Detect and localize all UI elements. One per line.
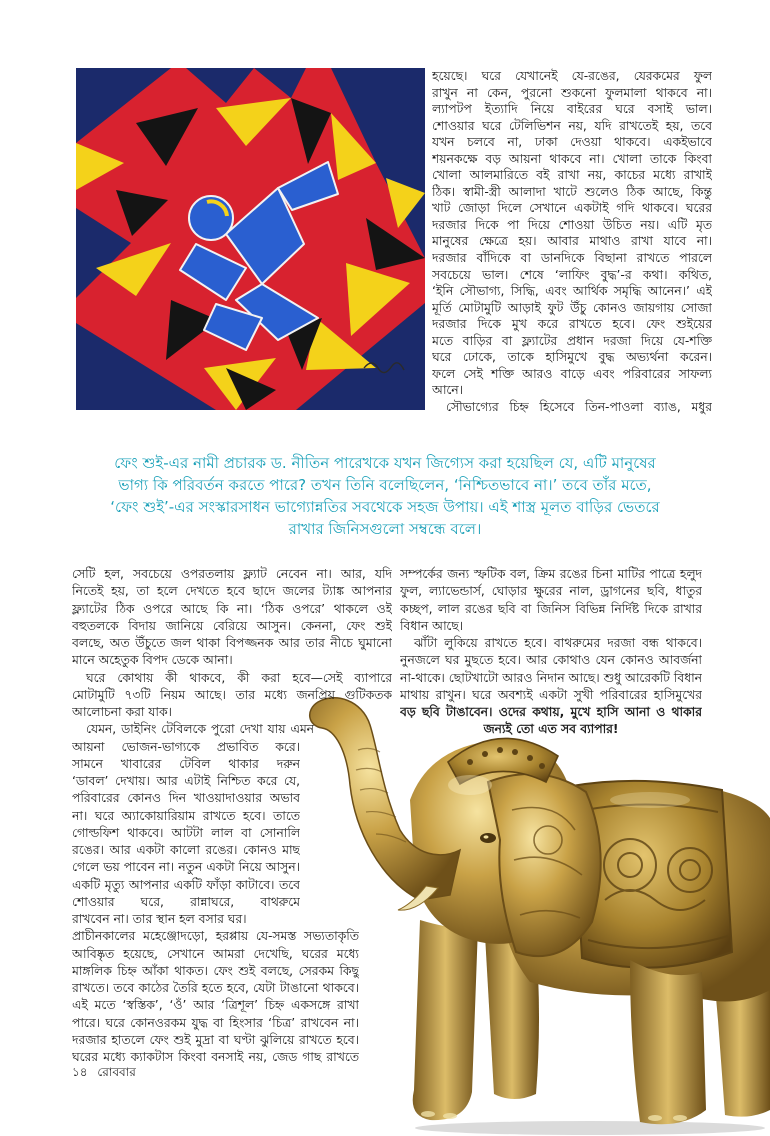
pull-quote [80, 452, 690, 540]
text-line: গোল্ডফিশ থাকবে। আটটা লাল বা সোনালি [72, 825, 300, 840]
text-line: না-থাকে। ছোটখাটো আরও নিদান আছে। শুধু আরেকটি বিধান [400, 670, 702, 685]
text-line: নুনজলে ঘর মুছতে হবে। আর কোথাও যেন কোনও আবর্জনা [400, 653, 702, 668]
text-line: গেলে ভয় পাবেন না। নতুন একটা নিয়ে আসুন। [72, 860, 300, 875]
text-line: মতে বাড়ির বা ফ্ল্যাটের প্রধান দরজা দিয়ে যে-শক্তি [432, 333, 712, 348]
top-right-column [432, 68, 712, 415]
text-line: সম্পর্কের জন্য স্ফটিক বল, ক্রিম রঙের চিনা মাটির পাত্রে হলুদ [400, 567, 702, 581]
pull-quote-line: ‘ফেং শুই’-এর সংস্কারসাধন ভাগ্যোন্নতির সবথেকে সহজ উপায়। এই শাস্ত্র মূলত বাড়ির ভেতরে [110, 498, 660, 516]
abstract-painting [76, 68, 425, 410]
text-line: রাখুন না কেন, পুরনো শুকনো ফুলমালা থাকবে না। [432, 85, 712, 100]
text-line: দরজার দিকে পা দিয়ে শোওয়া উচিত নয়। এটি মৃত [432, 217, 712, 232]
text-line: ফ্ল্যাটের ঠিক ওপরে আছে কি না। ‘ঠিক ওপরে’ থাকলে ওই [72, 601, 392, 616]
text-line: শোওয়ার ঘরে টেলিভিশন নয়, যদি রাখতেই হয়, তবে [432, 118, 712, 133]
text-line: হয়েছে। ঘরে যেখানেই যে-রঙের, যেরকমের ফুল [432, 69, 712, 83]
text-line: রাখবেন না। তার স্থান হল বসার ঘর। [72, 912, 247, 926]
text-line: বহুতলকে বিদায় জানিয়ে বেরিয়ে আসুন। কেননা, ফেং শুই [72, 618, 392, 633]
text-line: ল্যাপটপ ইত্যাদি নিয়ে বাইরের ঘরে বসাই ভাল। [432, 102, 712, 117]
text-line: ঝাঁটা লুকিয়ে রাখতে হবে। বাথরুমের দরজা বন্ধ থাকবে। [414, 636, 702, 650]
text-line: না। ঘরে অ্যাকোয়ারিয়াম রাখতে হবে। তাতে [72, 808, 300, 823]
pull-quote-line: ফেং শুই-এর নামী প্রচারক ড. নীতিন পারেখকে যখন জিগ্যেস করা হয়েছিল যে, এটি মানুষের [114, 454, 656, 472]
text-line: এই মতে ‘স্বস্তিক’, ‘ওঁ’ আর ‘ত্রিশূল’ চিহ্ন একসঙ্গে রাখা [72, 998, 359, 1013]
publication-name: রোববার [97, 1065, 136, 1079]
text-line: ‘ইনি সৌভাগ্য, সিদ্ধি, এবং আর্থিক সমৃদ্ধি আনেন।’ এই [432, 284, 712, 299]
text-line: মাথায় রাখুন। ঘরে অবশ্যই একটা সুখী পরিবারের হাসিমুখের [400, 687, 702, 702]
text-line: রাখতে। তবে কাঠের তৈরি হতে হবে, যেটা টাঙানো থাকবে। [72, 981, 359, 995]
text-line: ‘ডাবল’ দেখায়। আর এটাই নিশ্চিত করে যে, [72, 774, 300, 788]
text-line: মানে অহেতুক বিপদ ডেকে আনা। [72, 653, 233, 668]
text-line: পারে। ঘরে কোনওরকম যুদ্ধ বা হিংসার ‘চিত্র’ রাখবেন না। [72, 1015, 359, 1030]
text-line: দরজার দিকে মুখ করে রাখতে হবে। ফেং শুইয়ের [432, 317, 712, 332]
text-line: শয়নকক্ষে বড় আয়না থাকবে না। খোলা তাকে কিংবা [432, 151, 712, 166]
text-line: ফলে সেই শক্তি আরও বাড়ে এবং পরিবারের সাফল্য [432, 366, 712, 381]
left-column [72, 566, 392, 1066]
text-line: মূর্তি মোটামুটি আড়াই ফুট উঁচু কোনও জায়গায় সোজা [432, 300, 712, 315]
text-line: বিধান আছে। [400, 618, 464, 633]
text-line: আলোচনা করা যাক। [72, 705, 172, 719]
text-line: জন্যই তো এত সব ব্যাপার! [483, 722, 619, 737]
text-line: খোলা আলমারিতে বই রাখা নয়, কাচের মধ্যে রাখাই [432, 168, 712, 183]
text-line: ঘরের মধ্যে ক্যাকটাস কিংবা বনসাই নয়, জেড গাছ রাখতে [72, 1050, 359, 1064]
text-line: দরজার বাঁদিকে বা ডানদিকে বিছানা রাখতে পারলে [432, 251, 712, 266]
text-line: সেটি হল, সবচেয়ে ওপরতলায় ফ্ল্যাট নেবেন না। আর, যদি [72, 567, 392, 581]
page-number: ১৪ [72, 1065, 88, 1079]
text-line: প্রাচীনকালের মহেঞ্জোদড়ো, হরপ্পায় যে-সমস্ত সভ্যতাকৃতি [72, 929, 359, 944]
text-line: মোটামুটি ৭৩টি নিয়ম আছে। তার মধ্যে জনপ্রিয় গুটিকতক [72, 687, 392, 702]
pull-quote-line: ভাগ্য কি পরিবর্তন করতে পারে? তখন তিনি বলেছিলেন, ‘নিশ্চিতভাবে না।’ তবে তাঁর মতে, [118, 476, 652, 494]
text-line: যেমন, ডাইনিং টেবিলকে পুরো দেখা যায় এমন [86, 722, 314, 737]
text-line: খাট জোড়া দিলে সেখানে একটাই গদি থাকবে। ঘরের [432, 201, 712, 216]
text-line: আবিষ্কৃত হয়েছে, সেখানে আমরা দেখেছি, ঘরের মধ্যে [72, 946, 359, 961]
pull-quote-line: রাখার জিনিসগুলো সম্বন্ধে বলে। [288, 520, 482, 538]
text-line: ঠিক। স্বামী-স্ত্রী আলাদা খাটে শুলেও ঠিক আছে, কিন্তু [432, 184, 712, 199]
right-column [400, 566, 702, 739]
text-line: আনে। [432, 383, 464, 398]
text-line: নিতেই হয়, তা হলে দেখতে হবে ছাদে জলের ট্যাঙ্ক আপনার [72, 584, 392, 599]
text-line: বলছে, অত উঁচুতে জল থাকা বিপজ্জনক আর তার নীচে ঘুমানো [72, 636, 392, 650]
text-line: মানুষের ক্ষেত্রে হয়। আবার মাথাও রাখা যাবে না। [432, 234, 712, 249]
text-line: রঙের। আর একটা কালো রঙের। কোনও মাছ [72, 843, 300, 857]
text-line: কচ্ছপ, লাল রঙের ছবি বা জিনিস বিভিন্ন নির্দিষ্ট দিকে রাখার [400, 601, 702, 616]
text-line: শোওয়ার ঘরে, রান্নাঘরে, বাথরুমে [72, 894, 300, 909]
text-line: আয়না ভোজন-ভাগ্যকে প্রভাবিত করে। [72, 739, 300, 754]
text-line: পরিবারের কোনও দিন খাওয়াদাওয়ার অভাব [72, 791, 300, 806]
text-line: একটি মৃত্যু আপনার একটি ফাঁড়া কাটাবে। তবে [72, 877, 300, 892]
text-line: সবচেয়ে ভাল। শেষে ‘লাফিং বুদ্ধ’-র কথা। কথিত, [432, 267, 712, 282]
text-line: বড় ছবি টাঙাবেন। ওদের কথায়, মুখে হাসি আনা ও থাকার [400, 705, 702, 719]
text-line: মাঙ্গলিক চিহ্ন আঁকা থাকত। ফেং শুই বলছে, সেরকম কিছু [72, 963, 359, 978]
text-line: ফুল, ল্যাভেন্ডার্স, ঘোড়ার ক্ষুরের নাল, ড্রাগনের ছবি, ধাতুর [400, 584, 702, 599]
text-line: যখন চলবে না, ঢাকা দেওয়া থাকবে। একইভাবে [432, 135, 712, 150]
text-line: ঘরে কোথায় কী থাকবে, কী করা হবে—সেই ব্যাপারে [86, 670, 392, 685]
page-footer [72, 1063, 142, 1081]
text-line: দরজার হাতলে ফেং শুই মুদ্রা বা ঘণ্টা ঝুলিয়ে রাখতে হবে। [72, 1032, 359, 1047]
text-line: ঘরে ঢোকে, তাকে হাসিমুখে বুদ্ধ অভ্যর্থনা করেন। [432, 350, 712, 365]
text-line: সৌভাগ্যের চিহ্ন হিসেবে তিন-পাওলা ব্যাঙ, মধুর [446, 399, 712, 414]
text-line: সামনে খাবারের টেবিল থাকার দরুন [72, 756, 300, 771]
